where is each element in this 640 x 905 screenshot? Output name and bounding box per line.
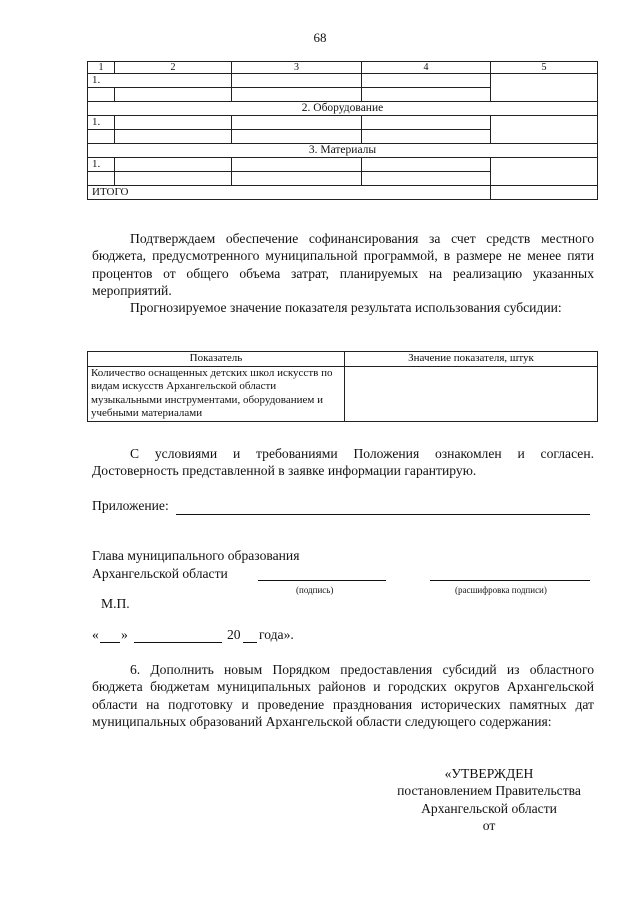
table-cell xyxy=(115,88,232,102)
table-cell xyxy=(362,74,491,88)
forecast-text: Прогнозируемое значение показателя результата использования субсидии: xyxy=(130,300,562,315)
item6-text: 6. Дополнить новым Порядком предоставления субсидий из областного бюджета бюджетам муниципальных районов и городских округов Архангельской области на подготовку и проведение празднования исторических памятных дат муниципальных образований Архангельской области следующего содержания: xyxy=(92,662,594,729)
date-open-quote: « xyxy=(92,627,99,642)
table-cell xyxy=(88,88,115,102)
table-cell xyxy=(115,116,232,130)
appendix-underline xyxy=(176,514,590,515)
date-year-prefix: 20 xyxy=(227,627,241,642)
date-day-blank xyxy=(100,642,120,643)
approval-line4: от xyxy=(482,817,496,833)
approval-block xyxy=(378,765,600,834)
header-cell: 5 xyxy=(491,62,598,74)
table-cell xyxy=(362,88,491,102)
table-row xyxy=(88,366,598,421)
approval-line3: Архангельской области xyxy=(421,800,557,816)
table-cell xyxy=(362,116,491,130)
table-cell xyxy=(88,130,115,144)
approval-line2: постановлением Правительства xyxy=(397,783,581,799)
cost-table xyxy=(87,61,598,200)
confirm-text: Подтверждаем обеспечение софинансирования за счет средств местного бюджета, предусмотренного муниципальной программой, в размере не менее пяти процентов от общего объема затрат, планируемых на реализацию указанных мероприятий. xyxy=(92,231,594,298)
table-cell xyxy=(362,172,491,186)
table-header-row xyxy=(88,352,598,367)
page-number: 68 xyxy=(313,30,327,45)
table-row xyxy=(88,158,598,172)
value-header: Значение показателя, штук xyxy=(345,352,598,367)
table-cell xyxy=(115,130,232,144)
header-cell: 3 xyxy=(232,62,362,74)
table-cell xyxy=(115,172,232,186)
total-value-cell xyxy=(491,186,598,200)
table-cell xyxy=(232,74,362,88)
header-cell: 1 xyxy=(88,62,115,74)
section-title: 2. Оборудование xyxy=(88,102,598,116)
total-row xyxy=(88,186,598,200)
head-title-line1: Глава муниципального образования xyxy=(92,548,300,563)
date-year-blank xyxy=(243,642,257,643)
table-cell xyxy=(362,158,491,172)
date-year-suffix: года». xyxy=(259,627,294,642)
indicator-cell: Количество оснащенных детских школ искусств по видам искусств Архангельской области музыкальными инструментами, оборудованием и учебными материалами xyxy=(88,366,345,421)
section-title: 3. Материалы xyxy=(88,144,598,158)
date-month-blank xyxy=(134,642,222,643)
item6-paragraph xyxy=(92,661,594,730)
section-row xyxy=(88,144,598,158)
table-row xyxy=(88,74,598,88)
table-cell xyxy=(232,116,362,130)
confirm-paragraph xyxy=(92,230,594,299)
value-cell xyxy=(345,366,598,421)
table-cell xyxy=(232,88,362,102)
head-title-line2: Архангельской области xyxy=(92,566,228,581)
table-header-row xyxy=(88,62,598,74)
indicator-table xyxy=(87,351,598,422)
row-number-cell: 1. xyxy=(88,158,115,172)
table-cell xyxy=(232,158,362,172)
table-cell xyxy=(115,158,232,172)
table-row xyxy=(88,116,598,130)
table-cell xyxy=(232,172,362,186)
signature-line xyxy=(258,580,386,581)
table-cell xyxy=(88,172,115,186)
total-label: ИТОГО xyxy=(88,186,491,200)
header-cell: 2 xyxy=(115,62,232,74)
approval-line1: «УТВЕРЖДЕН xyxy=(444,766,534,781)
row-number-cell: 1. xyxy=(88,74,232,88)
terms-text: С условиями и требованиями Положения ознакомлен и согласен. Достоверность представленной в заявке информации гарантирую. xyxy=(92,446,594,479)
table-cell xyxy=(232,130,362,144)
decoding-line xyxy=(430,580,590,581)
appendix-label: Приложение: xyxy=(92,498,169,513)
section-row xyxy=(88,102,598,116)
row-number-cell: 1. xyxy=(88,116,115,130)
table-cell xyxy=(491,116,598,144)
stamp-label: М.П. xyxy=(101,596,130,611)
signature-caption: (подпись) xyxy=(296,585,334,595)
terms-paragraph xyxy=(92,445,594,480)
table-cell xyxy=(362,130,491,144)
table-cell xyxy=(491,158,598,186)
date-close-quote: » xyxy=(121,627,128,642)
header-cell: 4 xyxy=(362,62,491,74)
decoding-caption: (расшифровка подписи) xyxy=(455,585,547,595)
table-cell xyxy=(491,74,598,102)
forecast-paragraph xyxy=(92,299,594,316)
indicator-header: Показатель xyxy=(88,352,345,367)
